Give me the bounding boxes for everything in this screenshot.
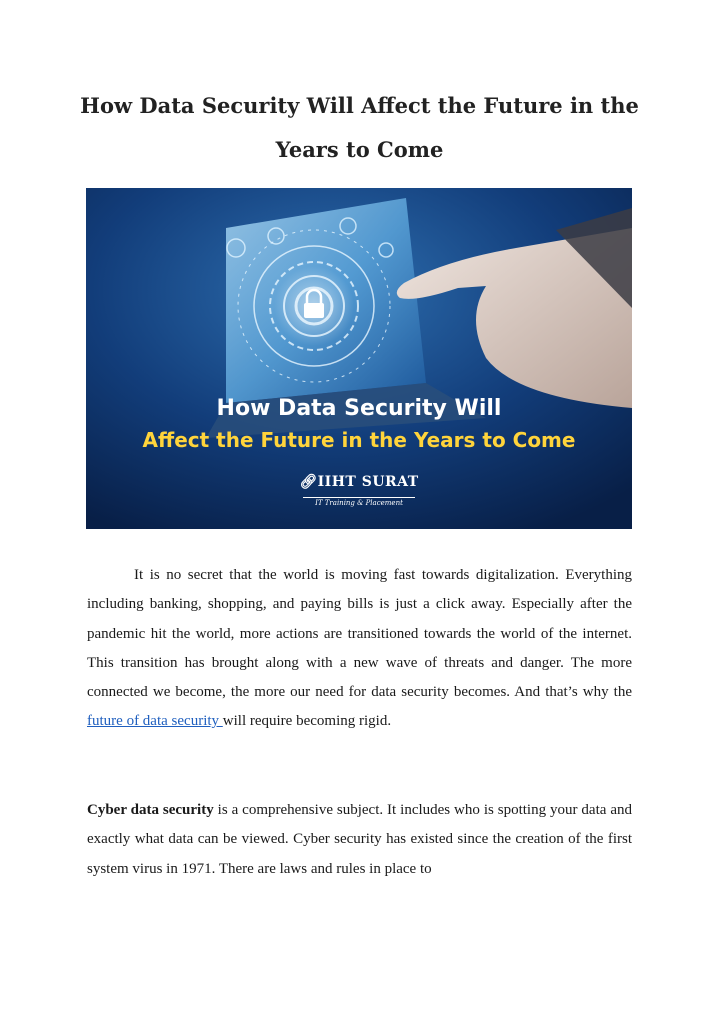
hero-image [86,188,632,529]
page-title: How Data Security Will Affect the Future in the Years to Come [80,93,639,162]
paragraph-intro-tail: will require becoming rigid. [222,713,392,730]
bold-lead: Cyber data security [87,802,214,818]
hero-headline-line1: How Data Security Will [216,396,502,421]
paragraph-intro-text: It is no secret that the world is moving fast towards digitalization. Everything including banking, shopping, and paying bills is just a click away. Especially after the pandemic hit the world, more actions are transitioned towards the world of the internet. This transition has brought along with a new wave of threats and danger. The more connected we become, the more our need for data security becomes. And that’s why the [87,567,632,701]
future-of-data-security-link[interactable]: future of data security [87,713,223,730]
iiht-logo [86,474,632,509]
link-chain-icon: 🔗︎ [299,474,318,490]
paragraph-intro [87,561,632,737]
logo-tagline: IT Training & Placement [303,497,415,507]
logo-name: IIHT SURAT [317,474,419,490]
paragraph-cyber-security-text: is a comprehensive subject. It includes who is spotting your data and exactly what data can be viewed. Cyber security has existed since the creation of the first system virus in 1971. There are laws and rules in place to [87,802,632,877]
hero-headline-line2: Affect the Future in the Years to Come [142,428,576,452]
paragraph-cyber-security [87,796,632,884]
